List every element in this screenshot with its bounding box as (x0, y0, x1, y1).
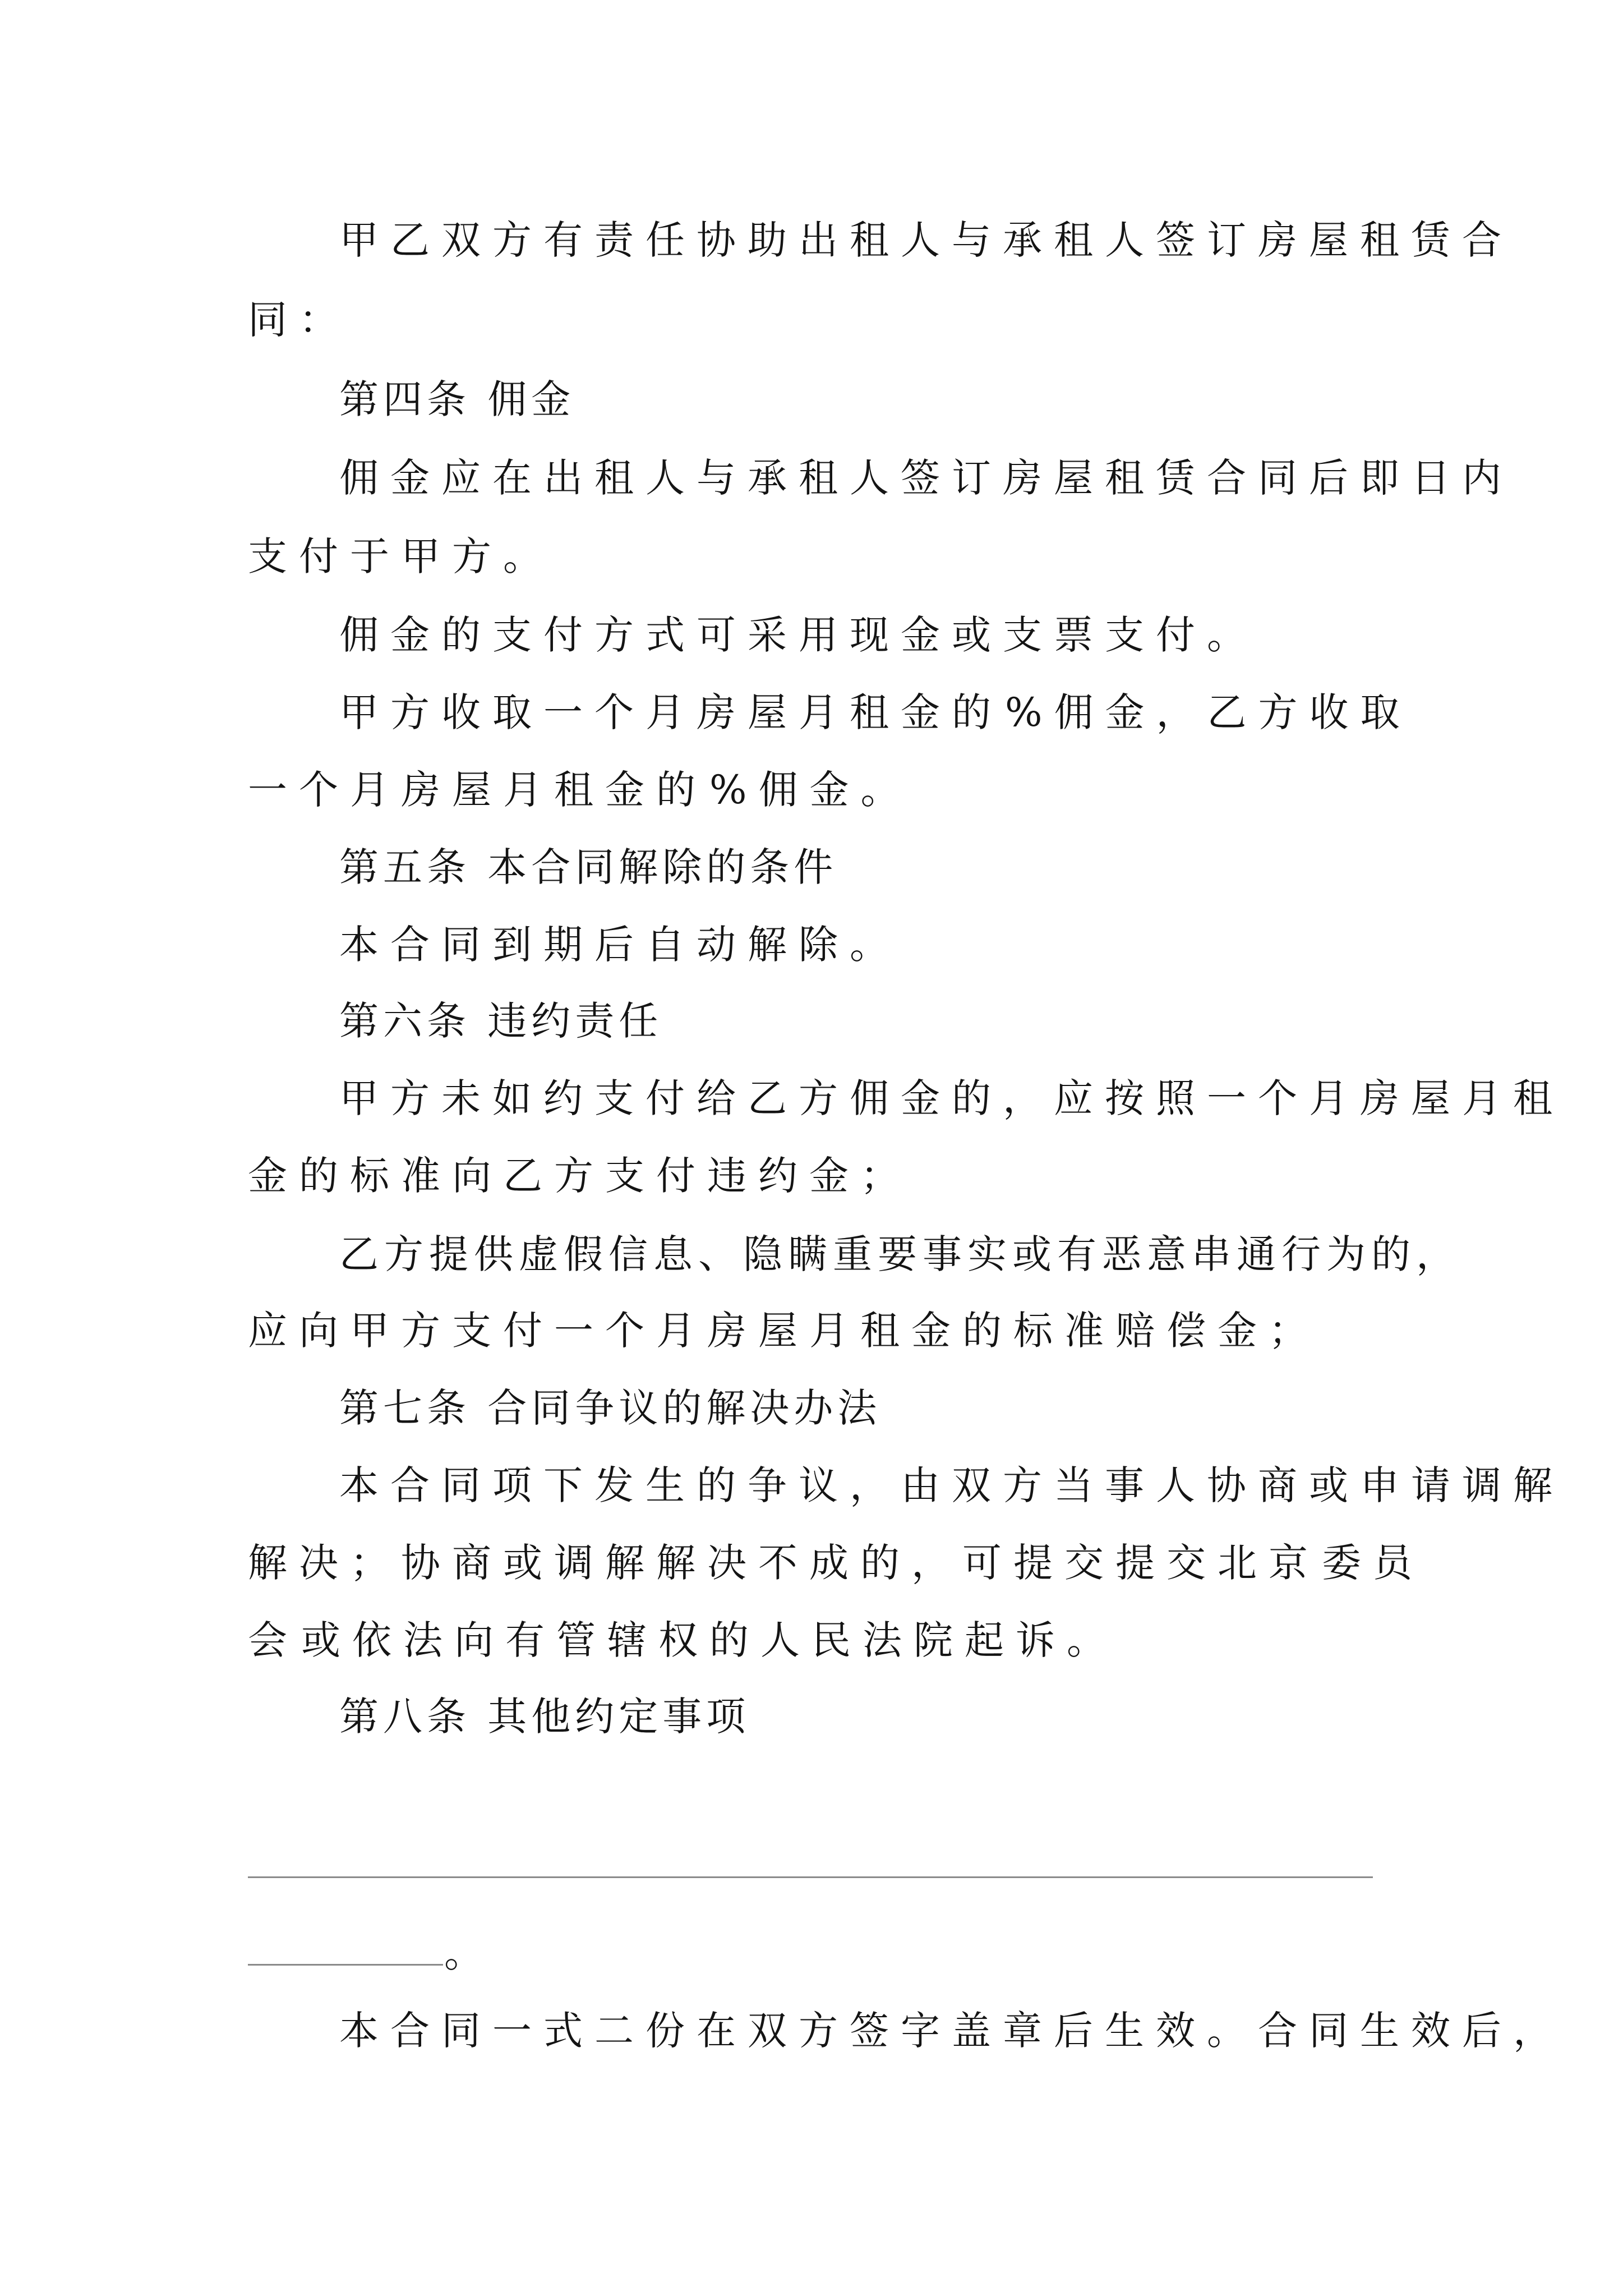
text: 支付于甲方。 (248, 533, 554, 579)
text: 应向甲方支付一个月房屋月租金的标准赔偿金； (248, 1308, 1320, 1354)
paragraph-line (339, 450, 1513, 506)
heading-text: 第五条 本合同解除的条件 (339, 844, 838, 890)
text: 佣金的支付方式可采用现金或支票支付。 (339, 612, 1258, 658)
fill-in-rule-long (248, 1876, 1373, 1878)
paragraph-line (339, 2003, 1564, 2059)
text: 一个月房屋月租金的 (248, 767, 707, 813)
text: 本合同项下发生的争议，由双方当事人协商或申请调解 (339, 1462, 1564, 1508)
text: %佣金。 (709, 767, 912, 813)
paragraph-line (248, 528, 1398, 585)
text: 解决；协商或调解解决不成的，可提交提交北京 (248, 1540, 1320, 1586)
text: %佣金，乙方收取 (1005, 689, 1412, 735)
heading-text: 第四条 佣金 (339, 376, 575, 422)
paragraph-line (339, 684, 1412, 740)
text: 甲方未如约支付给乙方佣金的，应按照一个月房屋月租 (339, 1075, 1564, 1121)
paragraph-line (339, 212, 1513, 268)
article-5-heading (339, 839, 1398, 895)
text: 金的标准向乙方支付违约金； (248, 1153, 911, 1199)
text: 佣金应在出租人与承租人签订房屋租赁合同后即日内 (339, 455, 1513, 501)
article-7-heading (339, 1380, 1398, 1436)
paragraph-line (248, 1535, 1424, 1591)
article-6-heading (339, 993, 1398, 1049)
text: 委员 (1322, 1540, 1424, 1586)
fill-in-rule-short (248, 1964, 443, 1966)
text: 本合同一式二份在双方签字盖章后生效。合同生效后， (339, 2008, 1564, 2054)
article-4-heading (339, 371, 1398, 427)
text: 会 (248, 1617, 299, 1663)
text: 本合同到期后自动解除。 (339, 922, 901, 968)
paragraph-line (248, 1303, 1398, 1359)
article-8-heading (339, 1688, 1398, 1745)
period-mark: 。 (444, 1930, 483, 1976)
paragraph-line (339, 607, 1398, 663)
paragraph-line (339, 917, 1398, 973)
heading-text: 第七条 合同争议的解决办法 (339, 1385, 882, 1431)
paragraph-line (339, 1226, 1461, 1282)
paragraph-line (248, 1612, 1398, 1668)
paragraph-line (248, 292, 1398, 348)
paragraph-line (248, 762, 1398, 818)
heading-text: 第六条 违约责任 (339, 998, 663, 1044)
paragraph-line (339, 1457, 1564, 1513)
paragraph-line (339, 1070, 1564, 1126)
heading-text: 第八条 其他约定事项 (339, 1694, 750, 1740)
text: 同： (248, 297, 350, 343)
text: 或依法向有管辖权的人民法院起诉。 (301, 1617, 1118, 1663)
text: 甲乙双方有责任协助出租人与承租人签订房屋租赁合 (339, 217, 1513, 263)
paragraph-line (248, 1148, 1398, 1204)
text: 乙方提供虚假信息、隐瞒重要事实或有恶意串通行为的， (339, 1231, 1461, 1277)
text: 甲方收取一个月房屋月租金的 (339, 689, 1003, 735)
